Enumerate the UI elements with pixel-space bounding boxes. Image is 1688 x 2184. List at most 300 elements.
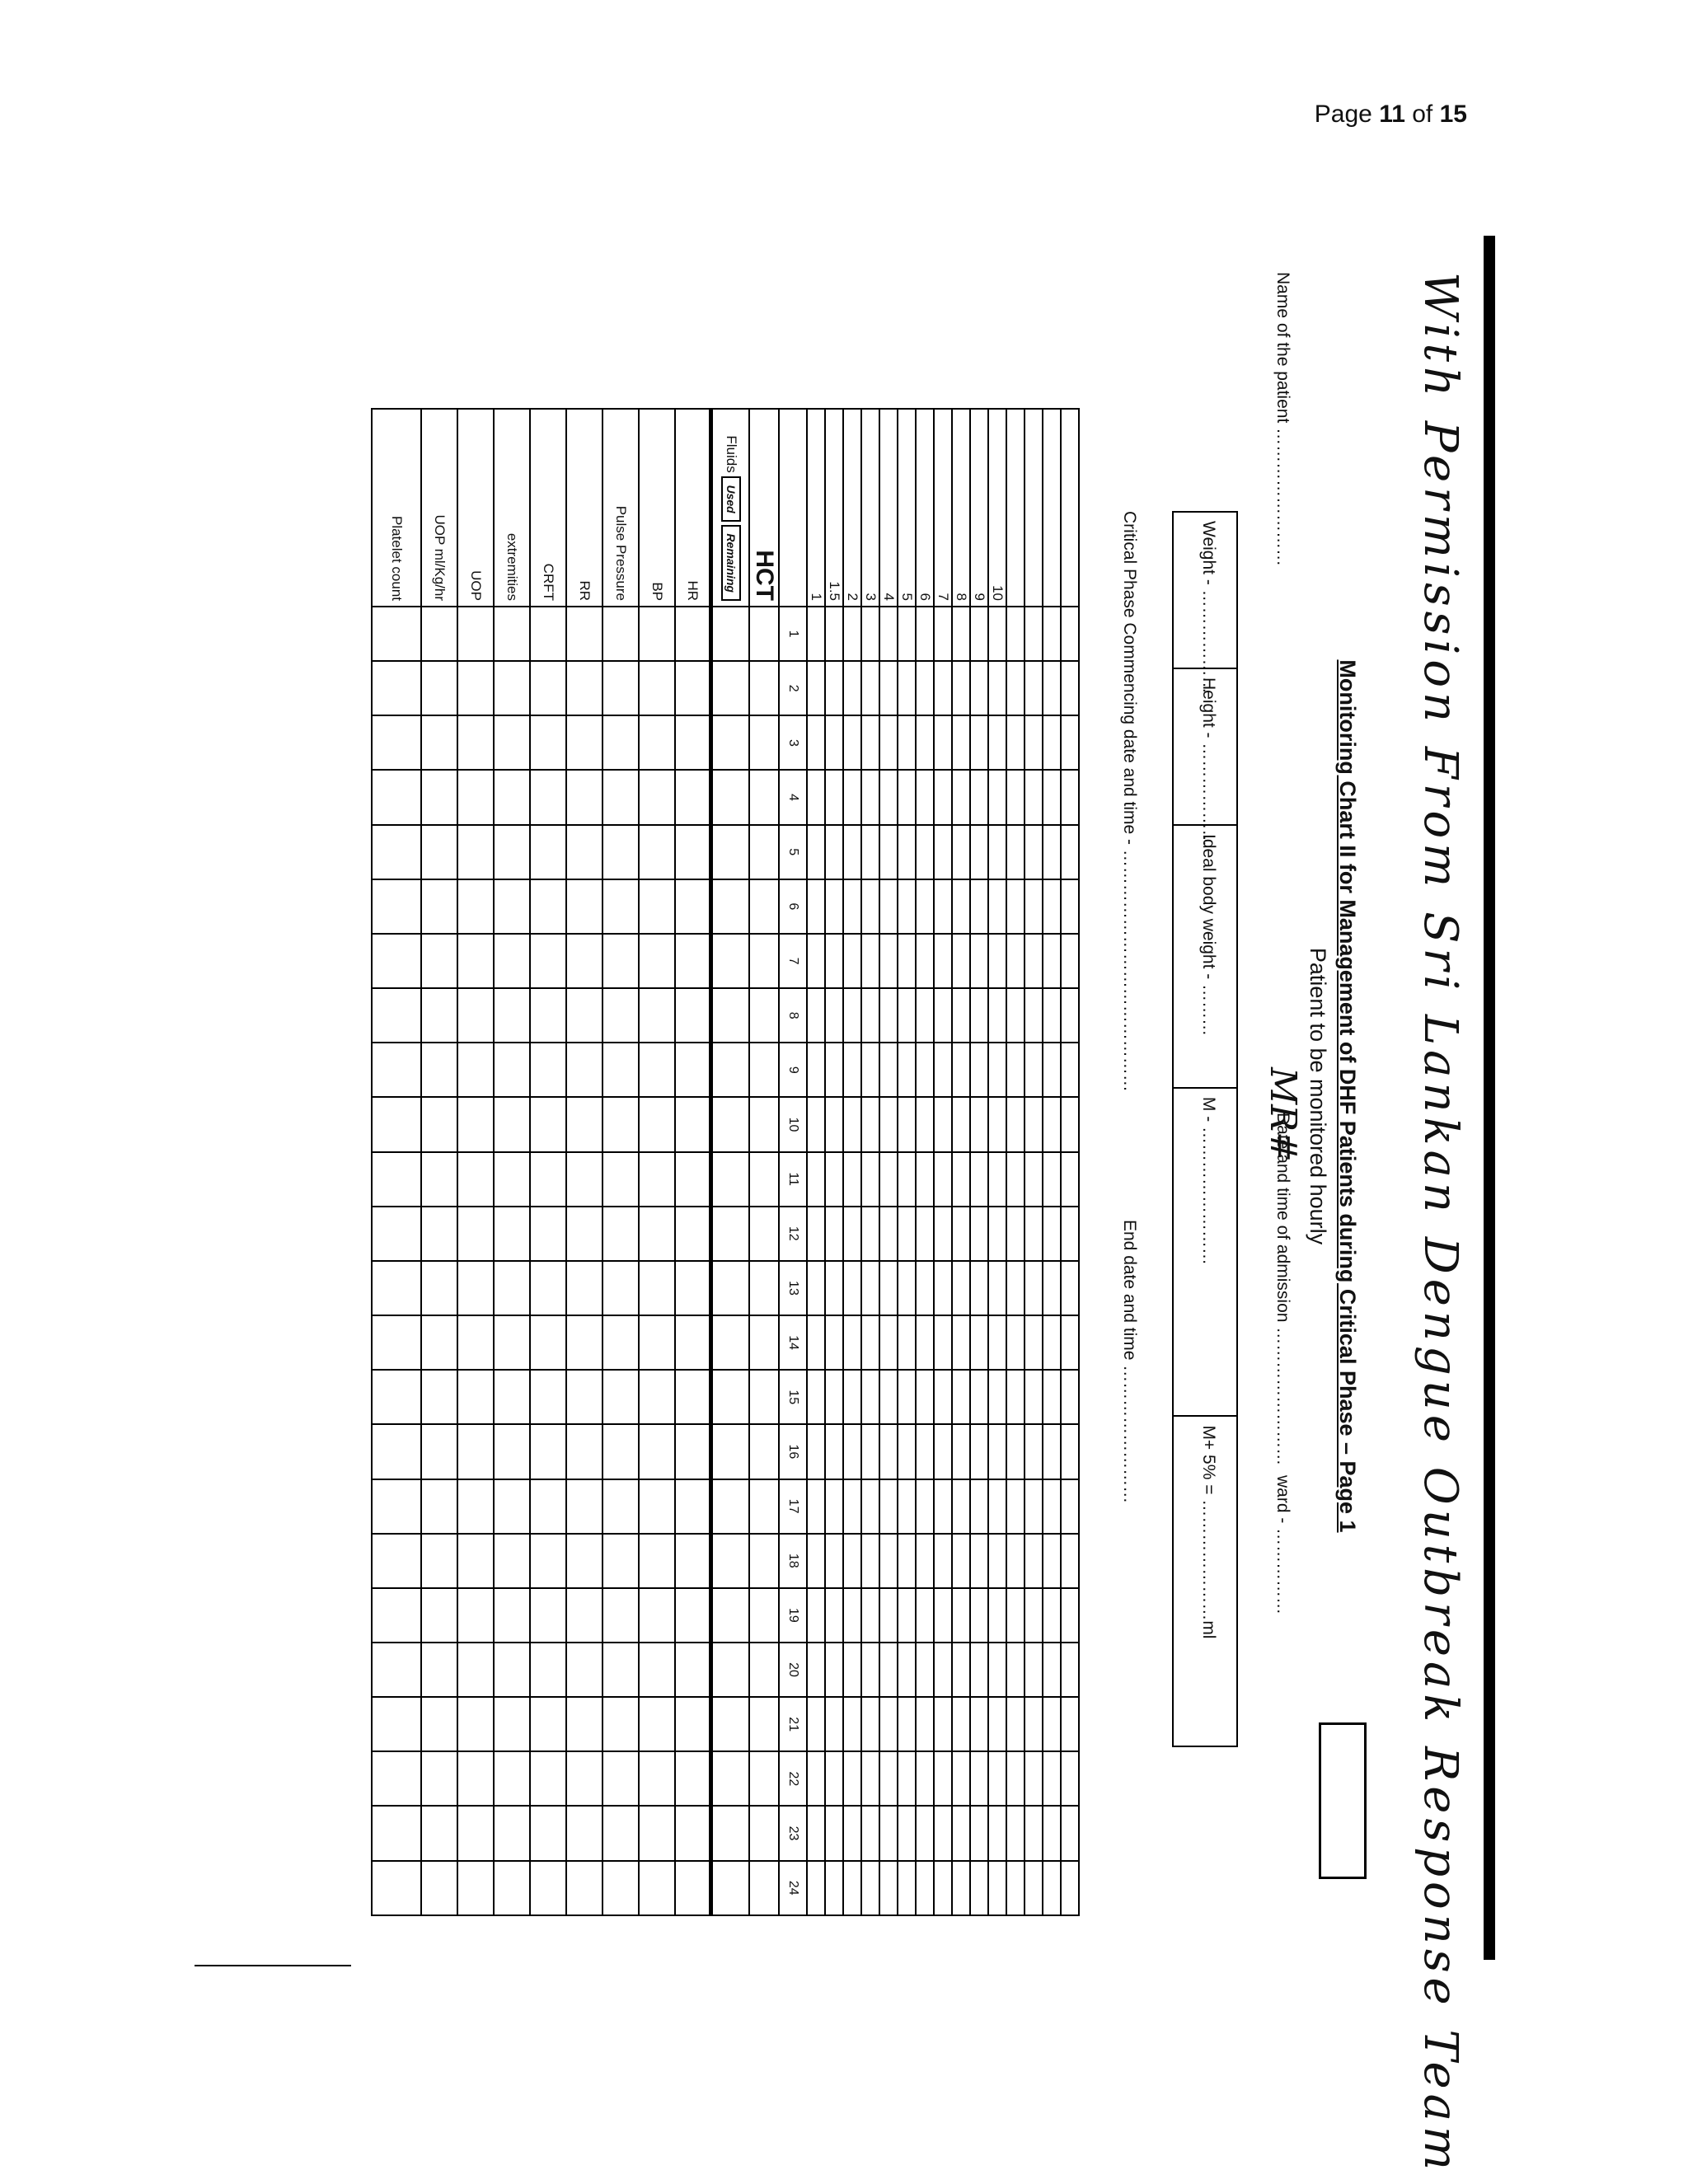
- grid-cell[interactable]: [807, 715, 825, 770]
- grid-cell[interactable]: [988, 1370, 1006, 1424]
- grid-cell[interactable]: [825, 1643, 843, 1697]
- grid-cell[interactable]: [530, 1043, 566, 1097]
- grid-cell[interactable]: [879, 1207, 898, 1261]
- grid-cell[interactable]: [421, 1479, 457, 1534]
- grid-cell[interactable]: [457, 1315, 494, 1370]
- grid-cell[interactable]: [566, 1643, 603, 1697]
- grid-cell[interactable]: [916, 1207, 934, 1261]
- grid-cell[interactable]: [675, 1207, 711, 1261]
- grid-cell[interactable]: [825, 1424, 843, 1479]
- grid-cell[interactable]: [952, 1043, 970, 1097]
- grid-cell[interactable]: [825, 934, 843, 988]
- grid-cell[interactable]: [861, 825, 879, 879]
- grid-cell[interactable]: [1043, 1370, 1061, 1424]
- grid-cell[interactable]: [1006, 825, 1025, 879]
- critical-end-field[interactable]: End date and time ……………………: [1120, 1220, 1139, 1504]
- grid-cell[interactable]: [843, 1370, 861, 1424]
- grid-cell[interactable]: [421, 1697, 457, 1751]
- grid-cell[interactable]: [675, 1643, 711, 1697]
- grid-cell[interactable]: [1061, 1588, 1079, 1643]
- grid-cell[interactable]: [807, 1697, 825, 1751]
- grid-cell[interactable]: [825, 1806, 843, 1860]
- grid-cell[interactable]: [1006, 1097, 1025, 1151]
- grid-cell[interactable]: [879, 825, 898, 879]
- grid-cell[interactable]: [421, 715, 457, 770]
- grid-cell[interactable]: [530, 661, 566, 715]
- grid-cell[interactable]: [675, 1861, 711, 1915]
- grid-cell[interactable]: [807, 661, 825, 715]
- grid-cell[interactable]: [421, 1261, 457, 1315]
- grid-cell[interactable]: [639, 770, 675, 824]
- grid-cell[interactable]: [1025, 1643, 1043, 1697]
- grid-cell[interactable]: [843, 1097, 861, 1151]
- grid-cell[interactable]: [1025, 1043, 1043, 1097]
- grid-cell[interactable]: [566, 1861, 603, 1915]
- grid-cell[interactable]: [807, 1152, 825, 1207]
- grid-cell[interactable]: [639, 825, 675, 879]
- grid-cell[interactable]: [970, 1043, 988, 1097]
- grid-cell[interactable]: [494, 1152, 530, 1207]
- grid-cell[interactable]: [711, 1261, 749, 1315]
- grid-cell[interactable]: [952, 770, 970, 824]
- grid-cell[interactable]: [861, 1207, 879, 1261]
- grid-cell[interactable]: [916, 1697, 934, 1751]
- grid-cell[interactable]: [970, 879, 988, 934]
- grid-cell[interactable]: [711, 1207, 749, 1261]
- grid-cell[interactable]: [952, 661, 970, 715]
- grid-cell[interactable]: [639, 1806, 675, 1860]
- grid-cell[interactable]: [970, 1643, 988, 1697]
- grid-cell[interactable]: [807, 879, 825, 934]
- grid-cell[interactable]: [807, 770, 825, 824]
- grid-cell[interactable]: [603, 1697, 639, 1751]
- grid-cell[interactable]: [916, 770, 934, 824]
- grid-cell[interactable]: [898, 1534, 916, 1588]
- grid-cell[interactable]: [494, 1643, 530, 1697]
- grid-cell[interactable]: [639, 1424, 675, 1479]
- grid-cell[interactable]: [952, 988, 970, 1043]
- grid-cell[interactable]: [970, 1207, 988, 1261]
- grid-cell[interactable]: [421, 661, 457, 715]
- grid-cell[interactable]: [970, 1152, 988, 1207]
- grid-cell[interactable]: [421, 1207, 457, 1261]
- grid-cell[interactable]: [861, 1479, 879, 1534]
- grid-cell[interactable]: [603, 607, 639, 661]
- grid-cell[interactable]: [1061, 1751, 1079, 1806]
- grid-cell[interactable]: [603, 1261, 639, 1315]
- grid-cell[interactable]: [952, 1479, 970, 1534]
- grid-cell[interactable]: [825, 1861, 843, 1915]
- grid-cell[interactable]: [807, 1097, 825, 1151]
- grid-cell[interactable]: [603, 1097, 639, 1151]
- grid-cell[interactable]: [825, 1097, 843, 1151]
- grid-cell[interactable]: [530, 1806, 566, 1860]
- grid-cell[interactable]: [898, 607, 916, 661]
- grid-cell[interactable]: [843, 607, 861, 661]
- grid-cell[interactable]: [421, 1588, 457, 1643]
- grid-cell[interactable]: [879, 1643, 898, 1697]
- grid-cell[interactable]: [372, 1534, 421, 1588]
- grid-cell[interactable]: [639, 1751, 675, 1806]
- grid-cell[interactable]: [675, 1315, 711, 1370]
- ideal-weight-field[interactable]: Ideal body weight - ………: [1174, 826, 1236, 1089]
- grid-cell[interactable]: [1043, 715, 1061, 770]
- grid-cell[interactable]: [1043, 1207, 1061, 1261]
- grid-cell[interactable]: [749, 1370, 779, 1424]
- grid-cell[interactable]: [749, 1751, 779, 1806]
- grid-cell[interactable]: [494, 934, 530, 988]
- grid-cell[interactable]: [1025, 934, 1043, 988]
- grid-cell[interactable]: [749, 1643, 779, 1697]
- grid-cell[interactable]: [457, 1643, 494, 1697]
- grid-cell[interactable]: [1043, 879, 1061, 934]
- grid-cell[interactable]: [457, 934, 494, 988]
- grid-cell[interactable]: [457, 1152, 494, 1207]
- grid-cell[interactable]: [530, 1588, 566, 1643]
- grid-cell[interactable]: [566, 1751, 603, 1806]
- grid-cell[interactable]: [898, 1697, 916, 1751]
- grid-cell[interactable]: [879, 1534, 898, 1588]
- grid-cell[interactable]: [421, 825, 457, 879]
- grid-cell[interactable]: [421, 1861, 457, 1915]
- grid-cell[interactable]: [421, 1806, 457, 1860]
- grid-cell[interactable]: [843, 770, 861, 824]
- grid-cell[interactable]: [530, 1643, 566, 1697]
- grid-cell[interactable]: [1061, 1152, 1079, 1207]
- grid-cell[interactable]: [825, 1152, 843, 1207]
- grid-cell[interactable]: [603, 1315, 639, 1370]
- grid-cell[interactable]: [898, 1315, 916, 1370]
- grid-cell[interactable]: [934, 1751, 952, 1806]
- grid-cell[interactable]: [639, 1315, 675, 1370]
- grid-cell[interactable]: [421, 988, 457, 1043]
- grid-cell[interactable]: [603, 661, 639, 715]
- grid-cell[interactable]: [711, 1479, 749, 1534]
- grid-cell[interactable]: [711, 1043, 749, 1097]
- grid-cell[interactable]: [843, 825, 861, 879]
- grid-cell[interactable]: [603, 1534, 639, 1588]
- grid-cell[interactable]: [843, 1861, 861, 1915]
- grid-cell[interactable]: [1043, 770, 1061, 824]
- grid-cell[interactable]: [639, 1152, 675, 1207]
- grid-cell[interactable]: [861, 1534, 879, 1588]
- grid-cell[interactable]: [603, 825, 639, 879]
- grid-cell[interactable]: [530, 1479, 566, 1534]
- grid-cell[interactable]: [1043, 1697, 1061, 1751]
- grid-cell[interactable]: [916, 879, 934, 934]
- grid-cell[interactable]: [675, 825, 711, 879]
- grid-cell[interactable]: [970, 1534, 988, 1588]
- grid-cell[interactable]: [675, 1479, 711, 1534]
- grid-cell[interactable]: [603, 1751, 639, 1806]
- grid-cell[interactable]: [1043, 1315, 1061, 1370]
- grid-cell[interactable]: [675, 1697, 711, 1751]
- grid-cell[interactable]: [952, 1152, 970, 1207]
- grid-cell[interactable]: [916, 661, 934, 715]
- grid-cell[interactable]: [843, 1479, 861, 1534]
- grid-cell[interactable]: [934, 1643, 952, 1697]
- grid-cell[interactable]: [807, 1751, 825, 1806]
- grid-cell[interactable]: [1043, 607, 1061, 661]
- grid-cell[interactable]: [421, 1534, 457, 1588]
- admission-field[interactable]: Date and time of admission ……………………: [1273, 1113, 1292, 1466]
- grid-cell[interactable]: [970, 1261, 988, 1315]
- grid-cell[interactable]: [807, 934, 825, 988]
- grid-cell[interactable]: [639, 1588, 675, 1643]
- grid-cell[interactable]: [916, 1479, 934, 1534]
- grid-cell[interactable]: [843, 1697, 861, 1751]
- grid-cell[interactable]: [749, 1043, 779, 1097]
- grid-cell[interactable]: [1006, 607, 1025, 661]
- grid-cell[interactable]: [916, 607, 934, 661]
- grid-cell[interactable]: [566, 988, 603, 1043]
- grid-cell[interactable]: [807, 988, 825, 1043]
- grid-cell[interactable]: [952, 1424, 970, 1479]
- grid-cell[interactable]: [898, 1370, 916, 1424]
- grid-cell[interactable]: [843, 715, 861, 770]
- grid-cell[interactable]: [421, 1152, 457, 1207]
- grid-cell[interactable]: [970, 1424, 988, 1479]
- grid-cell[interactable]: [1006, 1751, 1025, 1806]
- grid-cell[interactable]: [879, 1097, 898, 1151]
- grid-cell[interactable]: [566, 1370, 603, 1424]
- grid-cell[interactable]: [879, 1424, 898, 1479]
- grid-cell[interactable]: [675, 715, 711, 770]
- grid-cell[interactable]: [825, 1588, 843, 1643]
- grid-cell[interactable]: [825, 1534, 843, 1588]
- grid-cell[interactable]: [1025, 1588, 1043, 1643]
- grid-cell[interactable]: [934, 934, 952, 988]
- grid-cell[interactable]: [530, 770, 566, 824]
- grid-cell[interactable]: [879, 1697, 898, 1751]
- grid-cell[interactable]: [639, 1534, 675, 1588]
- grid-cell[interactable]: [494, 1261, 530, 1315]
- grid-cell[interactable]: [843, 1643, 861, 1697]
- grid-cell[interactable]: [566, 715, 603, 770]
- grid-cell[interactable]: [898, 1207, 916, 1261]
- grid-cell[interactable]: [807, 1806, 825, 1860]
- grid-cell[interactable]: [1061, 988, 1079, 1043]
- grid-cell[interactable]: [675, 770, 711, 824]
- grid-cell[interactable]: [372, 1588, 421, 1643]
- grid-cell[interactable]: [372, 661, 421, 715]
- grid-cell[interactable]: [970, 661, 988, 715]
- grid-cell[interactable]: [639, 1097, 675, 1151]
- grid-cell[interactable]: [372, 825, 421, 879]
- grid-cell[interactable]: [1061, 1479, 1079, 1534]
- grid-cell[interactable]: [457, 661, 494, 715]
- grid-cell[interactable]: [457, 607, 494, 661]
- grid-cell[interactable]: [807, 1207, 825, 1261]
- grid-cell[interactable]: [1043, 1479, 1061, 1534]
- grid-cell[interactable]: [1006, 1370, 1025, 1424]
- grid-cell[interactable]: [898, 1806, 916, 1860]
- grid-cell[interactable]: [603, 1424, 639, 1479]
- grid-cell[interactable]: [457, 1261, 494, 1315]
- grid-cell[interactable]: [1043, 988, 1061, 1043]
- grid-cell[interactable]: [807, 1043, 825, 1097]
- grid-cell[interactable]: [988, 1479, 1006, 1534]
- grid-cell[interactable]: [988, 1097, 1006, 1151]
- grid-cell[interactable]: [1006, 1643, 1025, 1697]
- grid-cell[interactable]: [825, 879, 843, 934]
- grid-cell[interactable]: [988, 1643, 1006, 1697]
- grid-cell[interactable]: [879, 770, 898, 824]
- grid-cell[interactable]: [566, 1806, 603, 1860]
- grid-cell[interactable]: [421, 1370, 457, 1424]
- grid-cell[interactable]: [861, 934, 879, 988]
- grid-cell[interactable]: [639, 661, 675, 715]
- grid-cell[interactable]: [1043, 1861, 1061, 1915]
- grid-cell[interactable]: [952, 607, 970, 661]
- grid-cell[interactable]: [807, 1643, 825, 1697]
- grid-cell[interactable]: [879, 715, 898, 770]
- grid-cell[interactable]: [952, 1643, 970, 1697]
- grid-cell[interactable]: [711, 934, 749, 988]
- grid-cell[interactable]: [1061, 1697, 1079, 1751]
- grid-cell[interactable]: [566, 1697, 603, 1751]
- grid-cell[interactable]: [749, 1097, 779, 1151]
- grid-cell[interactable]: [952, 1207, 970, 1261]
- grid-cell[interactable]: [807, 607, 825, 661]
- grid-cell[interactable]: [1006, 1806, 1025, 1860]
- grid-cell[interactable]: [494, 1043, 530, 1097]
- grid-cell[interactable]: [494, 1315, 530, 1370]
- grid-cell[interactable]: [988, 715, 1006, 770]
- grid-cell[interactable]: [825, 1315, 843, 1370]
- grid-cell[interactable]: [916, 1152, 934, 1207]
- grid-cell[interactable]: [457, 988, 494, 1043]
- grid-cell[interactable]: [952, 1097, 970, 1151]
- grid-cell[interactable]: [843, 1534, 861, 1588]
- grid-cell[interactable]: [879, 1370, 898, 1424]
- grid-cell[interactable]: [1061, 1261, 1079, 1315]
- grid-cell[interactable]: [825, 715, 843, 770]
- grid-cell[interactable]: [494, 1097, 530, 1151]
- grid-cell[interactable]: [675, 1152, 711, 1207]
- grid-cell[interactable]: [898, 1424, 916, 1479]
- grid-cell[interactable]: [1006, 988, 1025, 1043]
- grid-cell[interactable]: [825, 1370, 843, 1424]
- grid-cell[interactable]: [711, 1588, 749, 1643]
- grid-cell[interactable]: [879, 1043, 898, 1097]
- grid-cell[interactable]: [825, 1479, 843, 1534]
- grid-cell[interactable]: [749, 1534, 779, 1588]
- grid-cell[interactable]: [843, 1806, 861, 1860]
- grid-cell[interactable]: [916, 988, 934, 1043]
- grid-cell[interactable]: [457, 1479, 494, 1534]
- grid-cell[interactable]: [988, 879, 1006, 934]
- grid-cell[interactable]: [749, 1588, 779, 1643]
- grid-cell[interactable]: [457, 1043, 494, 1097]
- grid-cell[interactable]: [749, 988, 779, 1043]
- grid-cell[interactable]: [749, 607, 779, 661]
- ward-field[interactable]: ward - ……………: [1273, 1475, 1292, 1615]
- grid-cell[interactable]: [675, 1261, 711, 1315]
- grid-cell[interactable]: [1043, 1534, 1061, 1588]
- grid-cell[interactable]: [843, 1043, 861, 1097]
- grid-cell[interactable]: [372, 1207, 421, 1261]
- grid-cell[interactable]: [1025, 879, 1043, 934]
- grid-cell[interactable]: [861, 770, 879, 824]
- grid-cell[interactable]: [1006, 1861, 1025, 1915]
- grid-cell[interactable]: [530, 607, 566, 661]
- grid-cell[interactable]: [603, 1043, 639, 1097]
- grid-cell[interactable]: [639, 988, 675, 1043]
- grid-cell[interactable]: [457, 715, 494, 770]
- grid-cell[interactable]: [749, 1479, 779, 1534]
- grid-cell[interactable]: [1025, 1479, 1043, 1534]
- grid-cell[interactable]: [1043, 1424, 1061, 1479]
- patient-name-field[interactable]: Name of the patient ……………………: [1273, 272, 1292, 567]
- grid-cell[interactable]: [675, 879, 711, 934]
- grid-cell[interactable]: [530, 1261, 566, 1315]
- grid-cell[interactable]: [988, 1697, 1006, 1751]
- grid-cell[interactable]: [843, 1261, 861, 1315]
- grid-cell[interactable]: [1025, 1097, 1043, 1151]
- grid-cell[interactable]: [952, 1315, 970, 1370]
- grid-cell[interactable]: [603, 1643, 639, 1697]
- grid-cell[interactable]: [916, 1261, 934, 1315]
- grid-cell[interactable]: [603, 988, 639, 1043]
- grid-cell[interactable]: [861, 879, 879, 934]
- grid-cell[interactable]: [1025, 1697, 1043, 1751]
- height-field[interactable]: Height - ………………: [1174, 669, 1236, 826]
- grid-cell[interactable]: [1025, 770, 1043, 824]
- grid-cell[interactable]: [861, 1697, 879, 1751]
- grid-cell[interactable]: [1061, 825, 1079, 879]
- grid-cell[interactable]: [603, 1588, 639, 1643]
- grid-cell[interactable]: [749, 1152, 779, 1207]
- grid-cell[interactable]: [843, 1424, 861, 1479]
- grid-cell[interactable]: [952, 1588, 970, 1643]
- grid-cell[interactable]: [494, 1697, 530, 1751]
- grid-cell[interactable]: [421, 607, 457, 661]
- grid-cell[interactable]: [372, 1697, 421, 1751]
- grid-cell[interactable]: [934, 1588, 952, 1643]
- grid-cell[interactable]: [749, 1207, 779, 1261]
- grid-cell[interactable]: [1043, 1261, 1061, 1315]
- grid-cell[interactable]: [988, 1806, 1006, 1860]
- grid-cell[interactable]: [639, 1043, 675, 1097]
- grid-cell[interactable]: [711, 1315, 749, 1370]
- grid-cell[interactable]: [807, 1424, 825, 1479]
- grid-cell[interactable]: [843, 661, 861, 715]
- grid-cell[interactable]: [843, 1751, 861, 1806]
- grid-cell[interactable]: [372, 1424, 421, 1479]
- grid-cell[interactable]: [898, 1152, 916, 1207]
- grid-cell[interactable]: [1006, 1479, 1025, 1534]
- grid-cell[interactable]: [861, 1097, 879, 1151]
- grid-cell[interactable]: [749, 1261, 779, 1315]
- grid-cell[interactable]: [457, 1097, 494, 1151]
- grid-cell[interactable]: [457, 1207, 494, 1261]
- grid-cell[interactable]: [861, 715, 879, 770]
- grid-cell[interactable]: [711, 1424, 749, 1479]
- grid-cell[interactable]: [711, 1643, 749, 1697]
- grid-cell[interactable]: [843, 1315, 861, 1370]
- grid-cell[interactable]: [749, 661, 779, 715]
- grid-cell[interactable]: [457, 1806, 494, 1860]
- grid-cell[interactable]: [711, 607, 749, 661]
- grid-cell[interactable]: [711, 879, 749, 934]
- grid-cell[interactable]: [603, 1806, 639, 1860]
- grid-cell[interactable]: [952, 1697, 970, 1751]
- grid-cell[interactable]: [988, 1534, 1006, 1588]
- grid-cell[interactable]: [1006, 1424, 1025, 1479]
- grid-cell[interactable]: [566, 1588, 603, 1643]
- grid-cell[interactable]: [566, 1097, 603, 1151]
